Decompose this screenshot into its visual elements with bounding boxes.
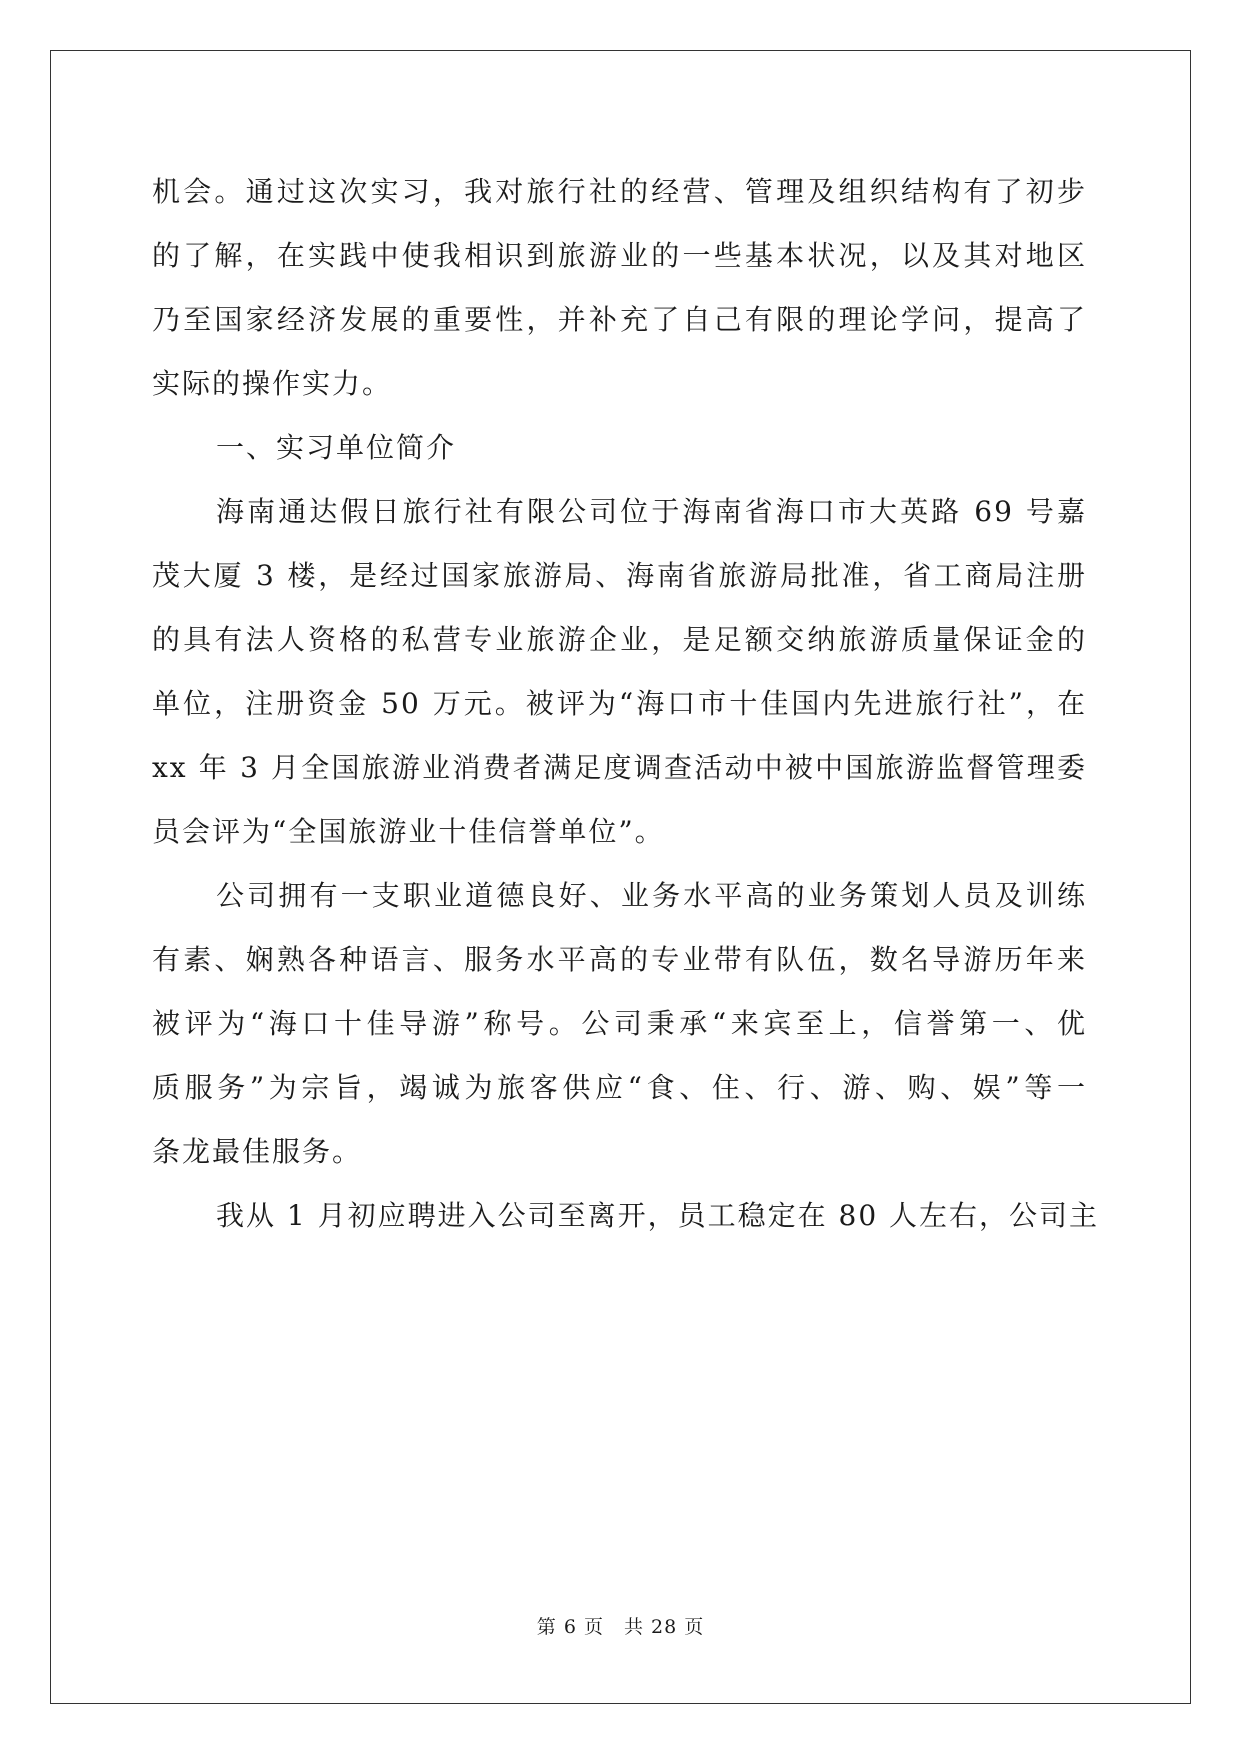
text-line: 机会。通过这次实习，我对旅行社的经营、管理及组织结构有了初步 [152,175,1087,208]
text-line: 条龙最佳服务。 [152,1135,363,1168]
text-line: 的具有法人资格的私营专业旅游企业，是足额交纳旅游质量保证金的 [152,623,1087,656]
text-line: 被评为“海口十佳导游”称号。公司秉承“来宾至上，信誉第一、优 [152,1007,1087,1040]
text-line: 海南通达假日旅行社有限公司位于海南省海口市大英路 69 号嘉 [216,495,1087,528]
text-line: 乃至国家经济发展的重要性，并补充了自己有限的理论学问，提高了 [152,303,1087,336]
text-line: 实际的操作实力。 [152,367,393,400]
paragraph-intro-continued [152,160,1087,416]
text-line: 质服务”为宗旨，竭诚为旅客供应“食、住、行、游、购、娱”等一 [152,1071,1087,1104]
heading-text: 一、实习单位简介 [216,431,457,464]
text-line: 公司拥有一支职业道德良好、业务水平高的业务策划人员及训练 [216,879,1087,912]
text-line: 有素、娴熟各种语言、服务水平高的专业带有队伍，数名导游历年来 [152,943,1087,976]
text-line: xx 年 3 月全国旅游业消费者满足度调查活动中被中国旅游监督管理委 [152,751,1087,784]
section-heading [152,416,1087,480]
paragraph-company-intro [152,480,1087,864]
paragraph-company-staff [152,864,1087,1184]
text-line: 单位，注册资金 50 万元。被评为“海口市十佳国内先进旅行社”，在 [152,687,1087,720]
text-line: 员会评为“全国旅游业十佳信誉单位”。 [152,815,665,848]
paragraph-my-experience [152,1184,1100,1248]
text-line: 的了解，在实践中使我相识到旅游业的一些基本状况，以及其对地区 [152,239,1087,272]
page-number-footer: 第 6 页 共 28 页 [536,1616,705,1638]
text-line: 茂大厦 3 楼，是经过国家旅游局、海南省旅游局批准，省工商局注册 [152,559,1087,592]
document-body [152,160,1100,1248]
text-line: 我从 1 月初应聘进入公司至离开，员工稳定在 80 人左右，公司主 [216,1199,1100,1232]
